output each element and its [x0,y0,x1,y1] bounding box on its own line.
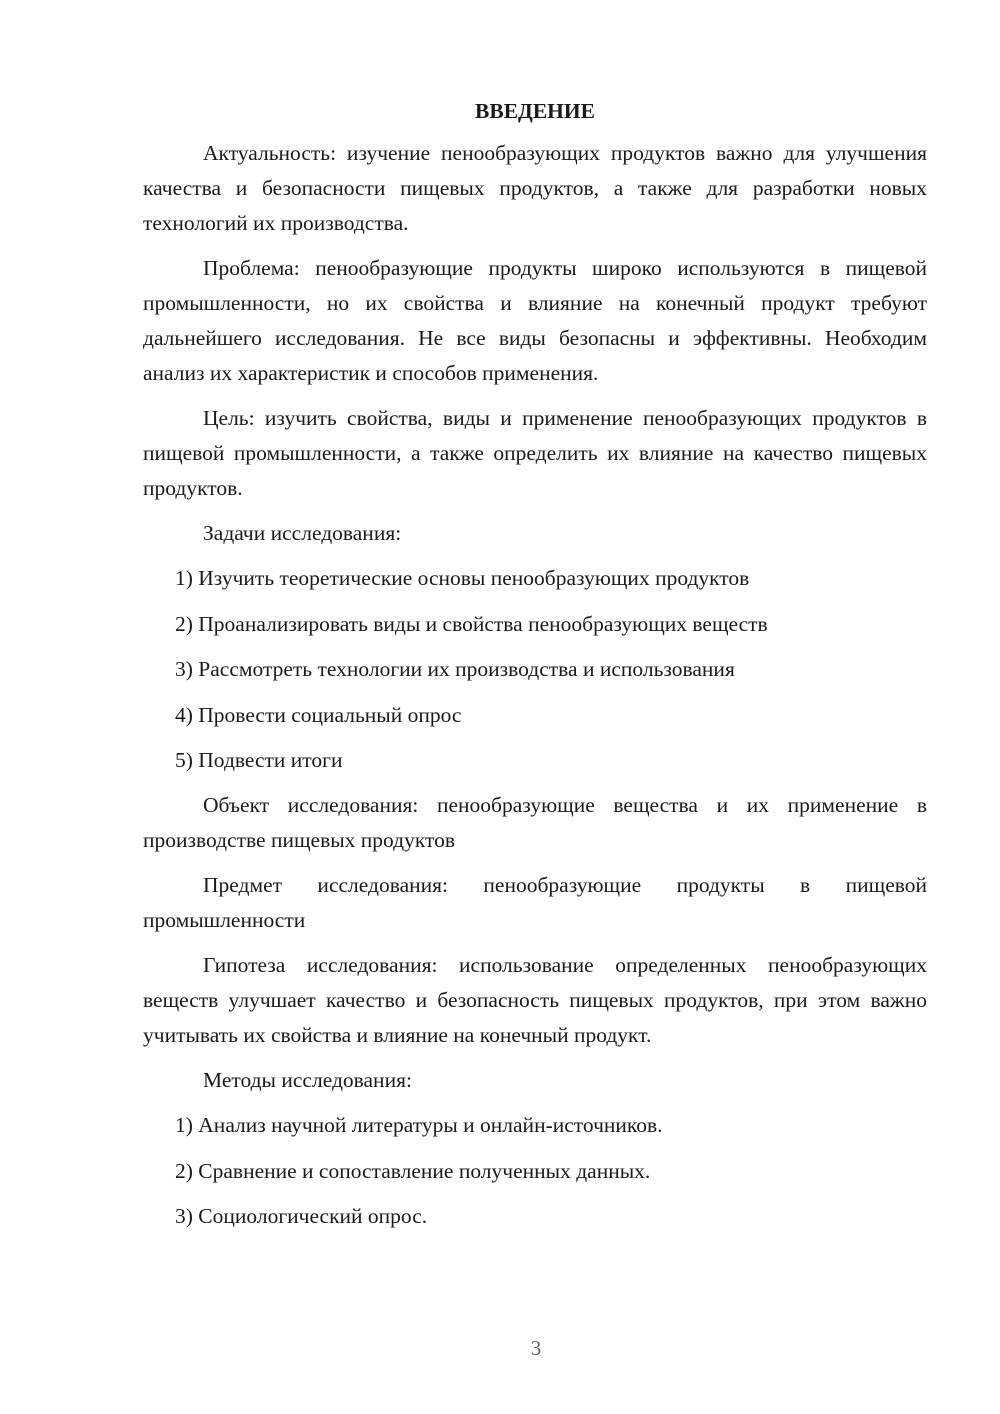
methods-list [143,1108,927,1234]
page-title: ВВЕДЕНИЕ [475,99,595,123]
page-number: 3 [530,1336,542,1360]
list-item: 1) Изучить теоретические основы пенообразующих продуктов [175,566,750,590]
subject-paragraph: Предмет исследования: пенообразующие продукты в пищевой промышленности [143,873,927,932]
list-item: 3) Рассмотреть технологии их производства и использования [175,657,735,681]
goal-paragraph: Цель: изучить свойства, виды и применение пенообразующих продуктов в пищевой промышленности, а также определить их влияние на качество пищевых продуктов. [143,406,927,500]
methods-heading: Методы исследования: [203,1068,412,1092]
list-item: 2) Проанализировать виды и свойства пенообразующих веществ [175,611,768,636]
hypothesis-paragraph: Гипотеза исследования: использование определенных пенообразующих веществ улучшает качество и безопасность пищевых продуктов, при этом важно учитывать их свойства и влияние на конечный продукт. [143,953,927,1047]
list-item: 5) Подвести итоги [175,748,343,772]
problem-paragraph: Проблема: пенообразующие продукты широко используются в пищевой промышленности, но их свойства и влияние на конечный продукт требуют дальнейшего исследования. Не все виды безопасны и эффективны. Необходим анализ их характеристик и способов применения. [143,256,927,385]
tasks-list [143,561,927,778]
list-item: 2) Сравнение и сопоставление полученных данных. [175,1158,651,1183]
tasks-heading: Задачи исследования: [203,521,402,545]
list-item: 3) Социологический опрос. [175,1204,428,1228]
list-item: 1) Анализ научной литературы и онлайн-источников. [175,1113,663,1137]
object-paragraph: Объект исследования: пенообразующие вещества и их применение в производстве пищевых продуктов [143,793,927,852]
list-item: 4) Провести социальный опрос [175,702,462,727]
document-page [143,96,927,1244]
relevance-paragraph: Актуальность: изучение пенообразующих продуктов важно для улучшения качества и безопасности пищевых продуктов, а также для разработки новых технологий их производства. [143,141,927,235]
